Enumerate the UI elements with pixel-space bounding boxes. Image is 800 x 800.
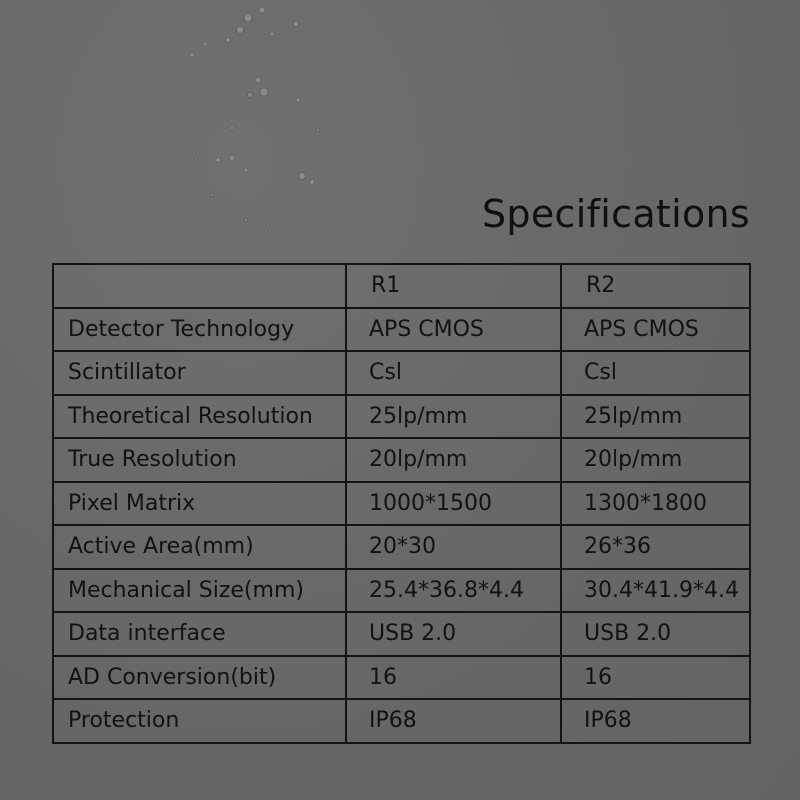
spec-value-r1: USB 2.0 bbox=[346, 612, 561, 656]
spec-label: AD Conversion(bit) bbox=[53, 656, 346, 700]
spec-value-r2: 25lp/mm bbox=[561, 395, 750, 439]
spec-label: Detector Technology bbox=[53, 308, 346, 352]
specifications-table bbox=[52, 263, 751, 744]
spec-value-r2: APS CMOS bbox=[561, 308, 750, 352]
spec-value-r2: 26*36 bbox=[561, 525, 750, 569]
spec-value-r1: 25.4*36.8*4.4 bbox=[346, 569, 561, 613]
table-row bbox=[53, 612, 750, 656]
table-row bbox=[53, 656, 750, 700]
header-r1: R1 bbox=[346, 264, 561, 308]
page-title: Specifications bbox=[482, 192, 750, 236]
table-header-row bbox=[53, 264, 750, 308]
table-row bbox=[53, 308, 750, 352]
header-empty-cell bbox=[53, 264, 346, 308]
spec-label: Pixel Matrix bbox=[53, 482, 346, 526]
spec-label: Theoretical Resolution bbox=[53, 395, 346, 439]
table-row bbox=[53, 569, 750, 613]
spec-label: Protection bbox=[53, 699, 346, 743]
spec-label: Mechanical Size(mm) bbox=[53, 569, 346, 613]
spec-label: Data interface bbox=[53, 612, 346, 656]
spec-label: Active Area(mm) bbox=[53, 525, 346, 569]
spec-value-r2: IP68 bbox=[561, 699, 750, 743]
spec-value-r2: 20lp/mm bbox=[561, 438, 750, 482]
spec-value-r2: 16 bbox=[561, 656, 750, 700]
spec-value-r1: APS CMOS bbox=[346, 308, 561, 352]
spec-value-r1: 25lp/mm bbox=[346, 395, 561, 439]
header-r2: R2 bbox=[561, 264, 750, 308]
table-row bbox=[53, 482, 750, 526]
spec-value-r1: Csl bbox=[346, 351, 561, 395]
spec-value-r1: 20*30 bbox=[346, 525, 561, 569]
spec-value-r2: USB 2.0 bbox=[561, 612, 750, 656]
table-row bbox=[53, 438, 750, 482]
spec-value-r1: 20lp/mm bbox=[346, 438, 561, 482]
spec-value-r1: 16 bbox=[346, 656, 561, 700]
spec-value-r1: IP68 bbox=[346, 699, 561, 743]
spec-label: True Resolution bbox=[53, 438, 346, 482]
table-row bbox=[53, 395, 750, 439]
spec-value-r2: Csl bbox=[561, 351, 750, 395]
spec-value-r2: 1300*1800 bbox=[561, 482, 750, 526]
table-row bbox=[53, 525, 750, 569]
table-row bbox=[53, 351, 750, 395]
spec-label: Scintillator bbox=[53, 351, 346, 395]
spec-value-r2: 30.4*41.9*4.4 bbox=[561, 569, 750, 613]
table-row bbox=[53, 699, 750, 743]
spec-value-r1: 1000*1500 bbox=[346, 482, 561, 526]
